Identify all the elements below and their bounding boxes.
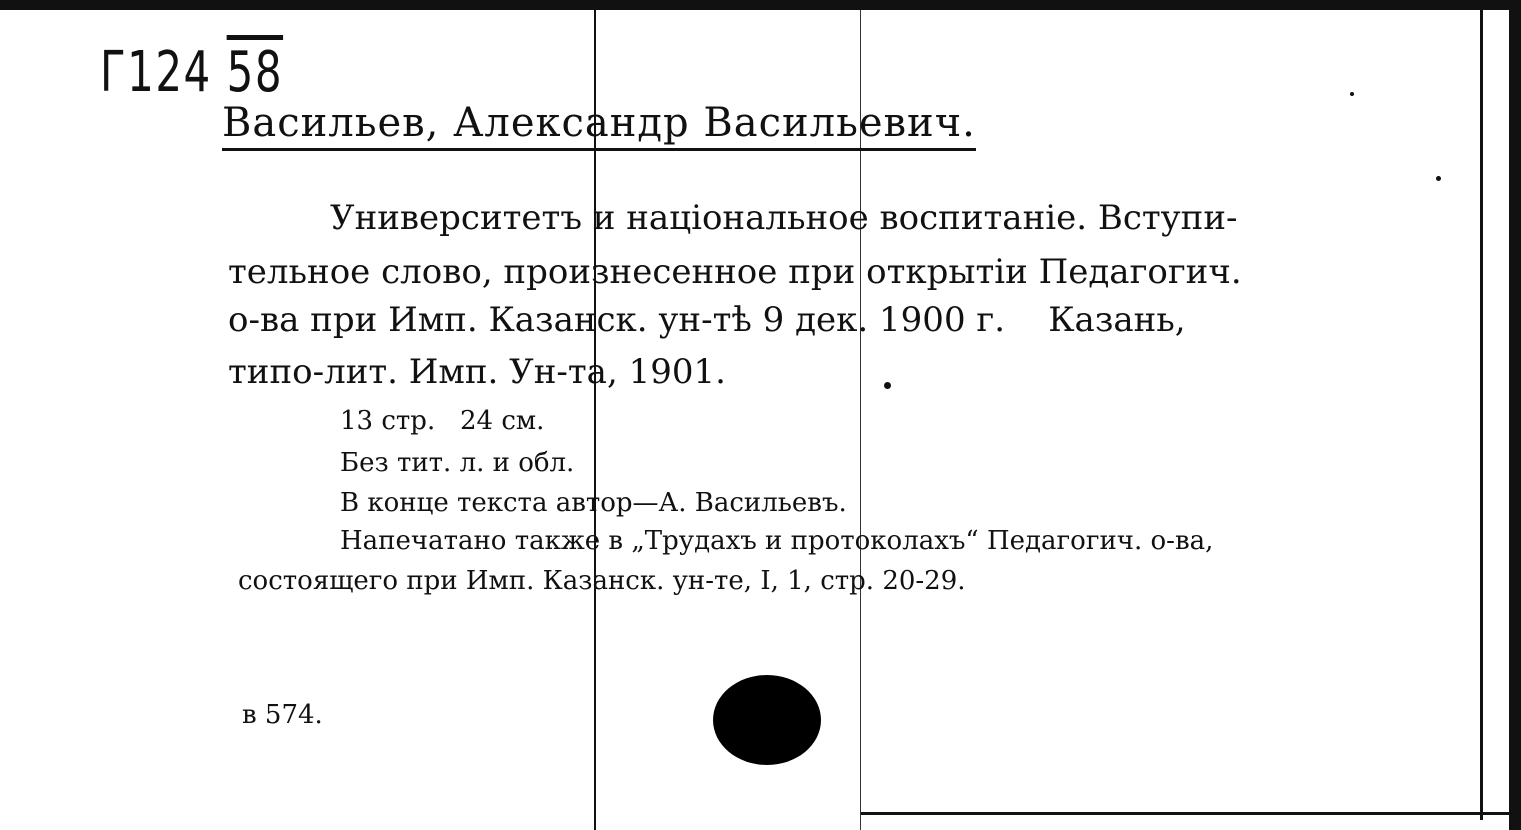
note-line: состоящего при Имп. Казанск. ун-те, I, 1, стр. 20-29. [238, 566, 966, 596]
card-punch-hole [713, 675, 821, 765]
title-line: тельное слово, произнесенное при открытіи Педагогич. [228, 252, 1242, 292]
call-letters: Г124 [100, 40, 212, 105]
imprint-line: типо-лит. Имп. Ун-та, 1901. [228, 352, 726, 392]
speck [1436, 176, 1441, 181]
note-line: В конце текста автор—А. Васильевъ. [340, 488, 847, 518]
author-heading: Васильев, Александр Васильевич. [222, 100, 976, 151]
imprint-line: о-ва при Имп. Казанск. ун-тѣ 9 дек. 1900 г. Казань, [228, 300, 1186, 340]
speck [1350, 92, 1354, 96]
holdings-number: в 574. [242, 700, 323, 730]
call-number [100, 40, 283, 105]
note-line: Без тит. л. и обл. [340, 448, 575, 478]
card-right-border [1509, 0, 1521, 830]
note-line: Напечатано также в „Трудахъ и протоколахъ“ Педагогич. о-ва, [340, 526, 1214, 556]
card-bottom-edge-line [860, 812, 1521, 815]
speck [884, 382, 891, 389]
collation-note: 13 стр. 24 см. [340, 406, 545, 436]
card-right-edge-line [1480, 0, 1483, 820]
title-line: Университетъ и національное воспитаніе. Вступи- [330, 198, 1238, 238]
call-number-value: 58 [226, 40, 284, 105]
card-top-border [0, 0, 1521, 10]
